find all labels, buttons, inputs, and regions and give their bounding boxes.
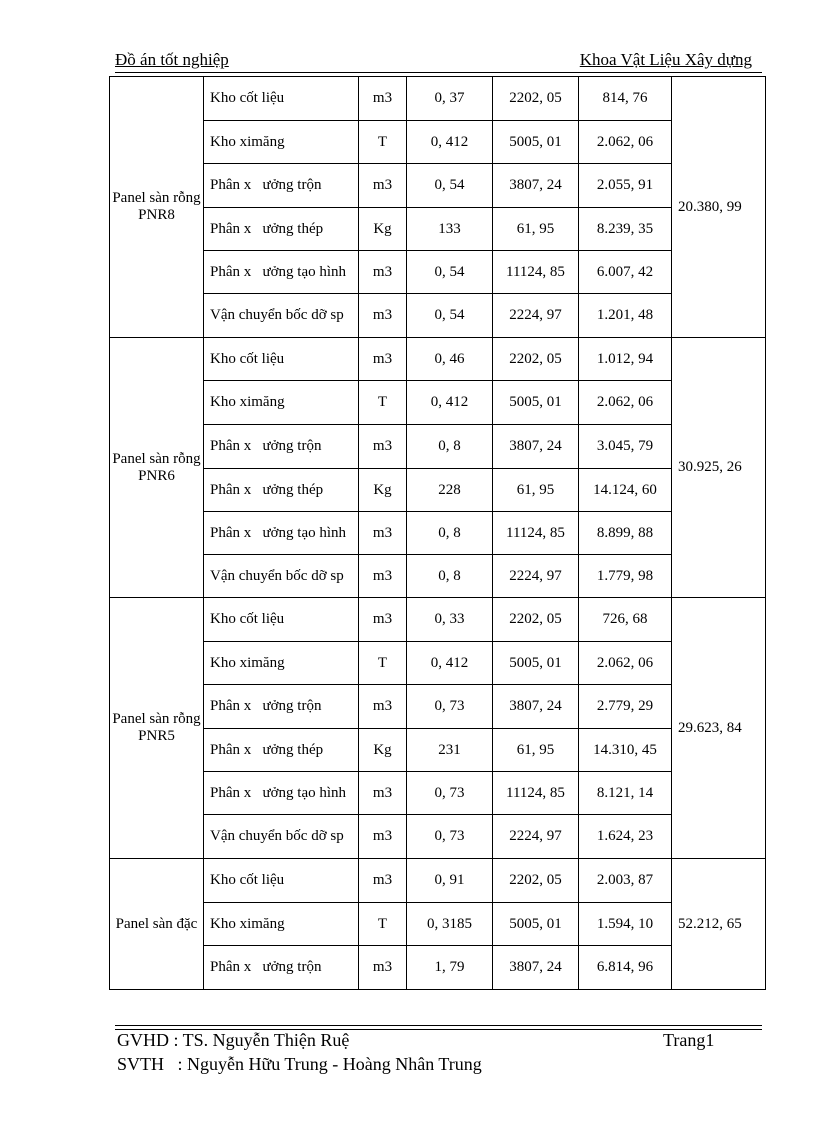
cost-cell: 1.624, 23 bbox=[579, 815, 672, 859]
cost-cell: 1.201, 48 bbox=[579, 294, 672, 338]
group-total: 29.623, 84 bbox=[672, 598, 766, 859]
unit-cell: m3 bbox=[359, 294, 407, 338]
table-row bbox=[110, 512, 766, 555]
unit-price-cell: 5005, 01 bbox=[493, 903, 579, 946]
unit-cell: T bbox=[359, 642, 407, 685]
cost-cell: 14.124, 60 bbox=[579, 469, 672, 512]
table-row bbox=[110, 729, 766, 772]
quantity-cell: 0, 54 bbox=[407, 164, 493, 208]
item-cell: Vận chuyển bốc dỡ sp bbox=[204, 815, 359, 859]
unit-price-cell: 3807, 24 bbox=[493, 685, 579, 729]
quantity-cell: 0, 73 bbox=[407, 772, 493, 815]
table-row bbox=[110, 642, 766, 685]
table-row bbox=[110, 425, 766, 469]
unit-cell: m3 bbox=[359, 685, 407, 729]
quantity-cell: 0, 412 bbox=[407, 642, 493, 685]
item-cell: Phân x ưởng trộn bbox=[204, 164, 359, 208]
group-name: Panel sàn đặc bbox=[110, 859, 204, 990]
item-cell: Kho cốt liệu bbox=[204, 338, 359, 381]
cost-cell: 6.007, 42 bbox=[579, 251, 672, 294]
unit-price-cell: 5005, 01 bbox=[493, 642, 579, 685]
unit-price-cell: 3807, 24 bbox=[493, 164, 579, 208]
table-row bbox=[110, 121, 766, 164]
item-cell: Kho ximăng bbox=[204, 381, 359, 425]
unit-price-cell: 3807, 24 bbox=[493, 946, 579, 990]
cost-cell: 8.899, 88 bbox=[579, 512, 672, 555]
unit-cell: m3 bbox=[359, 512, 407, 555]
quantity-cell: 0, 73 bbox=[407, 685, 493, 729]
quantity-cell: 133 bbox=[407, 208, 493, 251]
item-cell: Kho cốt liệu bbox=[204, 859, 359, 903]
unit-cell: m3 bbox=[359, 946, 407, 990]
cost-cell: 1.594, 10 bbox=[579, 903, 672, 946]
unit-price-cell: 5005, 01 bbox=[493, 121, 579, 164]
unit-cell: T bbox=[359, 121, 407, 164]
item-cell: Phân x ưởng trộn bbox=[204, 685, 359, 729]
item-cell: Kho cốt liệu bbox=[204, 598, 359, 642]
quantity-cell: 0, 33 bbox=[407, 598, 493, 642]
unit-price-cell: 11124, 85 bbox=[493, 251, 579, 294]
quantity-cell: 0, 8 bbox=[407, 512, 493, 555]
table-row bbox=[110, 381, 766, 425]
quantity-cell: 0, 54 bbox=[407, 294, 493, 338]
cost-cell: 14.310, 45 bbox=[579, 729, 672, 772]
unit-cell: m3 bbox=[359, 425, 407, 469]
table-row bbox=[110, 903, 766, 946]
table-row bbox=[110, 251, 766, 294]
item-cell: Kho ximăng bbox=[204, 642, 359, 685]
item-cell: Kho cốt liệu bbox=[204, 77, 359, 121]
unit-price-cell: 2224, 97 bbox=[493, 815, 579, 859]
header-left: Đồ án tốt nghiệp bbox=[115, 50, 229, 69]
unit-price-cell: 2224, 97 bbox=[493, 555, 579, 598]
unit-cell: m3 bbox=[359, 815, 407, 859]
unit-cell: T bbox=[359, 903, 407, 946]
table-row bbox=[110, 208, 766, 251]
group-name: Panel sàn rỗng PNR8 bbox=[110, 77, 204, 338]
page-number: Trang1 bbox=[663, 1030, 715, 1050]
unit-price-cell: 2224, 97 bbox=[493, 294, 579, 338]
unit-price-cell: 61, 95 bbox=[493, 208, 579, 251]
footer-gvhd: GVHD : TS. Nguyễn Thiện Ruệ bbox=[117, 1030, 350, 1050]
unit-cell: T bbox=[359, 381, 407, 425]
cost-cell: 3.045, 79 bbox=[579, 425, 672, 469]
item-cell: Phân x ưởng thép bbox=[204, 729, 359, 772]
footer-svth: SVTH : Nguyễn Hữu Trung - Hoàng Nhân Trung bbox=[117, 1054, 482, 1074]
table-row bbox=[110, 77, 766, 121]
item-cell: Kho ximăng bbox=[204, 903, 359, 946]
table-row bbox=[110, 685, 766, 729]
header-right: Khoa Vật Liệu Xây dựng bbox=[579, 50, 752, 69]
cost-cell: 2.003, 87 bbox=[579, 859, 672, 903]
table-row bbox=[110, 815, 766, 859]
cost-cell: 2.062, 06 bbox=[579, 121, 672, 164]
group-total: 30.925, 26 bbox=[672, 338, 766, 598]
cost-cell: 2.062, 06 bbox=[579, 381, 672, 425]
unit-price-cell: 2202, 05 bbox=[493, 859, 579, 903]
cost-cell: 2.779, 29 bbox=[579, 685, 672, 729]
item-cell: Vận chuyển bốc dỡ sp bbox=[204, 294, 359, 338]
cost-table bbox=[109, 76, 766, 990]
footer-divider bbox=[115, 1025, 762, 1026]
unit-cell: m3 bbox=[359, 555, 407, 598]
unit-price-cell: 11124, 85 bbox=[493, 512, 579, 555]
quantity-cell: 0, 8 bbox=[407, 425, 493, 469]
item-cell: Phân x ưởng tạo hình bbox=[204, 251, 359, 294]
unit-price-cell: 2202, 05 bbox=[493, 338, 579, 381]
table-row bbox=[110, 772, 766, 815]
item-cell: Phân x ưởng trộn bbox=[204, 946, 359, 990]
unit-cell: m3 bbox=[359, 338, 407, 381]
unit-cell: m3 bbox=[359, 598, 407, 642]
item-cell: Phân x ưởng tạo hình bbox=[204, 772, 359, 815]
unit-cell: Kg bbox=[359, 469, 407, 512]
quantity-cell: 0, 54 bbox=[407, 251, 493, 294]
header-divider bbox=[115, 72, 762, 73]
item-cell: Kho ximăng bbox=[204, 121, 359, 164]
group-name: Panel sàn rỗng PNR6 bbox=[110, 338, 204, 598]
unit-price-cell: 61, 95 bbox=[493, 469, 579, 512]
quantity-cell: 0, 412 bbox=[407, 381, 493, 425]
quantity-cell: 0, 412 bbox=[407, 121, 493, 164]
quantity-cell: 0, 3185 bbox=[407, 903, 493, 946]
cost-cell: 8.239, 35 bbox=[579, 208, 672, 251]
group-name: Panel sàn rỗng PNR5 bbox=[110, 598, 204, 859]
cost-cell: 1.779, 98 bbox=[579, 555, 672, 598]
cost-cell: 726, 68 bbox=[579, 598, 672, 642]
table-row bbox=[110, 294, 766, 338]
unit-price-cell: 5005, 01 bbox=[493, 381, 579, 425]
unit-cell: m3 bbox=[359, 77, 407, 121]
unit-cell: m3 bbox=[359, 164, 407, 208]
quantity-cell: 0, 46 bbox=[407, 338, 493, 381]
table-row bbox=[110, 946, 766, 990]
group-total: 52.212, 65 bbox=[672, 859, 766, 990]
unit-cell: Kg bbox=[359, 729, 407, 772]
table-row bbox=[110, 598, 766, 642]
table-row bbox=[110, 164, 766, 208]
page-header bbox=[115, 50, 762, 72]
quantity-cell: 231 bbox=[407, 729, 493, 772]
unit-cell: m3 bbox=[359, 251, 407, 294]
cost-cell: 2.062, 06 bbox=[579, 642, 672, 685]
item-cell: Phân x ưởng tạo hình bbox=[204, 512, 359, 555]
quantity-cell: 0, 37 bbox=[407, 77, 493, 121]
unit-price-cell: 2202, 05 bbox=[493, 77, 579, 121]
quantity-cell: 228 bbox=[407, 469, 493, 512]
item-cell: Phân x ưởng thép bbox=[204, 469, 359, 512]
table-row bbox=[110, 555, 766, 598]
item-cell: Vận chuyển bốc dỡ sp bbox=[204, 555, 359, 598]
item-cell: Phân x ưởng thép bbox=[204, 208, 359, 251]
cost-cell: 8.121, 14 bbox=[579, 772, 672, 815]
unit-price-cell: 61, 95 bbox=[493, 729, 579, 772]
cost-cell: 814, 76 bbox=[579, 77, 672, 121]
cost-cell: 2.055, 91 bbox=[579, 164, 672, 208]
group-total: 20.380, 99 bbox=[672, 77, 766, 338]
unit-price-cell: 3807, 24 bbox=[493, 425, 579, 469]
unit-price-cell: 2202, 05 bbox=[493, 598, 579, 642]
unit-cell: m3 bbox=[359, 859, 407, 903]
quantity-cell: 1, 79 bbox=[407, 946, 493, 990]
quantity-cell: 0, 91 bbox=[407, 859, 493, 903]
item-cell: Phân x ưởng trộn bbox=[204, 425, 359, 469]
table-row bbox=[110, 338, 766, 381]
unit-cell: Kg bbox=[359, 208, 407, 251]
table-row bbox=[110, 859, 766, 903]
quantity-cell: 0, 8 bbox=[407, 555, 493, 598]
unit-price-cell: 11124, 85 bbox=[493, 772, 579, 815]
cost-cell: 6.814, 96 bbox=[579, 946, 672, 990]
table-row bbox=[110, 469, 766, 512]
quantity-cell: 0, 73 bbox=[407, 815, 493, 859]
unit-cell: m3 bbox=[359, 772, 407, 815]
cost-cell: 1.012, 94 bbox=[579, 338, 672, 381]
